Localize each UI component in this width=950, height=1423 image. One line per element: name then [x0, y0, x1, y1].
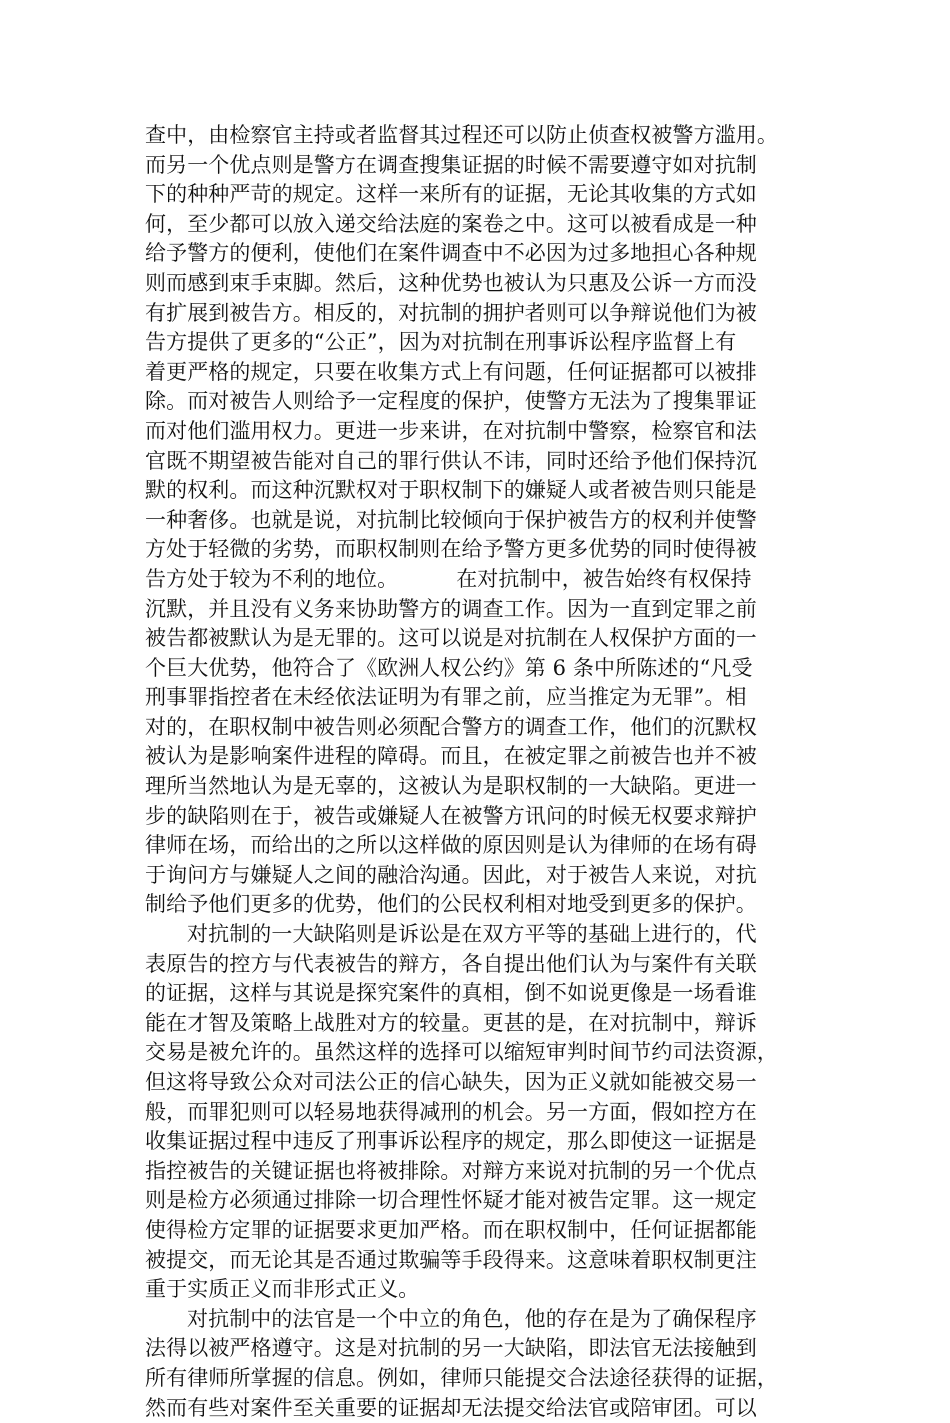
text-line-mixed	[145, 565, 805, 595]
text-line: 表原告的控方与代表被告的辩方，各自提出他们认为与案件有关联	[145, 951, 757, 976]
text-line: 对的，在职权制中被告则必须配合警方的调查工作，他们的沉默权	[145, 714, 757, 739]
text-line: 指控被告的关键证据也将被排除。对辩方来说对抗制的另一个优点	[145, 1158, 757, 1183]
text-line: 下的种种严苛的规定。这样一来所有的证据，无论其收集的方式如	[145, 182, 757, 207]
text-line: 被告都被默认为是无罪的。这可以说是对抗制在人权保护方面的一	[145, 626, 757, 651]
text-line: 的证据，这样与其说是探究案件的真相，倒不如说更像是一场看谁	[145, 981, 757, 1006]
text-line: 但这将导致公众对司法公正的信心缺失，因为正义就如能被交易一	[145, 1070, 757, 1094]
text-line: 般，而罪犯则可以轻易地获得减刑的机会。另一方面，假如控方在	[145, 1099, 757, 1124]
paragraph-first-line: 对抗制的一大缺陷则是诉讼是在双方平等的基础上进行的，代	[187, 922, 757, 947]
text-segment: 在对抗制中，被告始终有权保持	[456, 566, 752, 591]
text-segment: 告方处于较为不利的地位。	[145, 566, 399, 591]
text-line: 然而有些对案件至关重要的证据却无法提交给法官或陪审团。可以	[145, 1395, 757, 1420]
text-line: 收集证据过程中违反了刑事诉讼程序的规定，那么即使这一证据是	[145, 1129, 757, 1154]
text-line: 有扩展到被告方。相反的，对抗制的拥护者则可以争辩说他们为被	[145, 300, 757, 325]
text-line: 默的权利。而这种沉默权对于职权制下的嫌疑人或者被告则只能是	[145, 478, 757, 503]
text-line: 制给予他们更多的优势，他们的公民权利相对地受到更多的保护。	[145, 892, 757, 917]
text-line: 着更严格的规定，只要在收集方式上有问题，任何证据都可以被排	[145, 359, 757, 384]
text-line: 能在才智及策略上战胜对方的较量。更甚的是，在对抗制中，辩诉	[145, 1010, 757, 1035]
text-line: 法得以被严格遵守。这是对抗制的另一大缺陷，即法官无法接触到	[145, 1336, 757, 1361]
text-line: 给予警方的便利，使他们在案件调查中不必因为过多地担心各种规	[145, 241, 757, 266]
text-line: 被认为是影响案件进程的障碍。而且，在被定罪之前被告也并不被	[145, 744, 757, 769]
text-line: 一种奢侈。也就是说，对抗制比较倾向于保护被告方的权利并使警	[145, 507, 757, 532]
text-line: 个巨大优势，他符合了《欧洲人权公约》第 6 条中所陈述的“凡受	[145, 655, 753, 680]
text-line: 而另一个优点则是警方在调查搜集证据的时候不需要遵守如对抗制	[145, 152, 757, 177]
text-line: 使得检方定罪的证据要求更加严格。而在职权制中，任何证据都能	[145, 1217, 757, 1242]
text-line: 则是检方必须通过排除一切合理性怀疑才能对被告定罪。这一规定	[145, 1188, 757, 1213]
text-line: 告方提供了更多的“公正”，因为对抗制在刑事诉讼程序监督上有	[145, 330, 737, 355]
text-line: 官既不期望被告能对自己的罪行供认不讳，同时还给予他们保持沉	[145, 448, 757, 473]
text-line: 查中，由检察官主持或者监督其过程还可以防止侦查权被警方滥用。	[145, 123, 778, 147]
paragraph-first-line: 对抗制中的法官是一个中立的角色，他的存在是为了确保程序	[187, 1306, 757, 1331]
text-line: 律师在场，而给出的之所以这样做的原因则是认为律师的在场有碍	[145, 833, 757, 858]
text-line: 而对他们滥用权力。更进一步来讲，在对抗制中警察，检察官和法	[145, 418, 757, 443]
text-line: 理所当然地认为是无辜的，这被认为是职权制的一大缺陷。更进一	[145, 774, 757, 799]
text-line: 所有律师所掌握的信息。例如，律师只能提交合法途径获得的证据，	[145, 1365, 778, 1390]
text-line: 除。而对被告人则给予一定程度的保护，使警方无法为了搜集罪证	[145, 389, 757, 414]
text-line: 步的缺陷则在于，被告或嫌疑人在被警方讯问的时候无权要求辩护	[145, 803, 757, 828]
text-line: 方处于轻微的劣势，而职权制则在给予警方更多优势的同时使得被	[145, 537, 757, 562]
text-line: 刑事罪指控者在未经依法证明为有罪之前，应当推定为无罪”。相	[145, 685, 747, 710]
text-line: 何，至少都可以放入递交给法庭的案卷之中。这可以被看成是一种	[145, 211, 757, 236]
text-line: 则而感到束手束脚。然后，这种优势也被认为只惠及公诉一方而没	[145, 270, 757, 295]
text-line: 重于实质正义而非形式正义。	[145, 1277, 420, 1302]
text-line: 于询问方与嫌疑人之间的融洽沟通。因此，对于被告人来说，对抗	[145, 862, 757, 887]
text-line: 被提交，而无论其是否通过欺骗等手段得来。这意味着职权制更注	[145, 1247, 757, 1272]
text-line: 交易是被允许的。虽然这样的选择可以缩短审判时间节约司法资源，	[145, 1040, 778, 1065]
body-text	[145, 121, 805, 1423]
text-line: 沉默，并且没有义务来协助警方的调查工作。因为一直到定罪之前	[145, 596, 757, 621]
